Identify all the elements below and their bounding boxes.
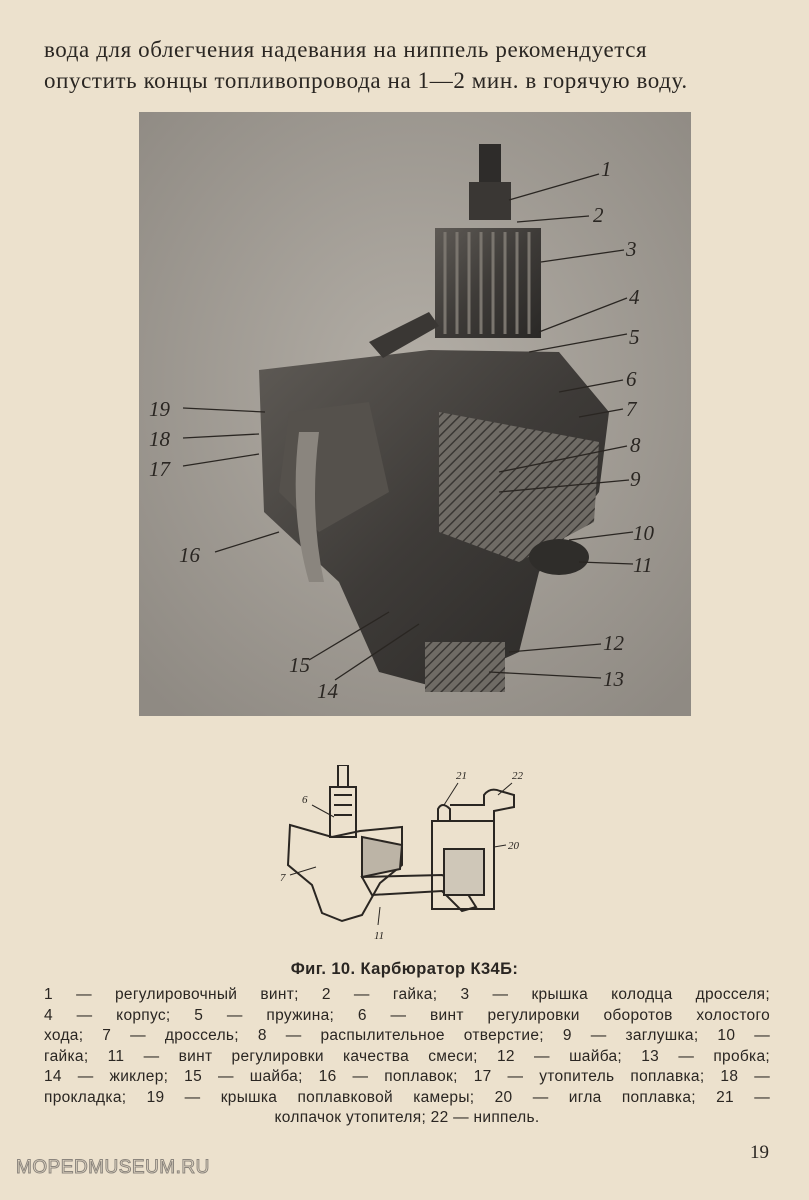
- carburetor-section-diagram: [262, 765, 542, 950]
- schematic-callout: 11: [374, 930, 385, 942]
- schematic-callout: 22: [512, 770, 523, 782]
- photo-callout: 15: [289, 653, 310, 677]
- photo-callout: 8: [630, 433, 641, 457]
- carburetor-photo: [139, 112, 691, 716]
- watermark: MOPEDMUSEUM.RU: [16, 1157, 210, 1178]
- photo-callout: 16: [179, 543, 200, 567]
- schematic-callout: 20: [508, 840, 519, 852]
- photo-callout: 1: [601, 157, 612, 181]
- legend-line: колпачок утопителя; 22 — ниппель.: [274, 1109, 540, 1126]
- photo-callout: 3: [626, 237, 637, 261]
- photo-callout: 7: [626, 397, 637, 421]
- photo-callout: 2: [593, 203, 604, 227]
- photo-callout: 11: [633, 553, 653, 577]
- schematic-callout: 6: [302, 794, 308, 806]
- intro-paragraph: [44, 34, 770, 96]
- legend-line: прокладка; 19 — крышка поплавковой камеры; 20 — игла поплавка; 21 —: [44, 1088, 770, 1106]
- legend-line: 4 — корпус; 5 — пружина; 6 — винт регулировки оборотов холостого: [44, 1006, 770, 1024]
- legend-line: 1 — регулировочный винт; 2 — гайка; 3 — крышка колодца дросселя;: [44, 986, 770, 1003]
- photo-callout: 13: [603, 667, 624, 691]
- figure-legend: [44, 985, 770, 1129]
- photo-callout: 17: [149, 457, 170, 481]
- photo-callout: 6: [626, 367, 637, 391]
- photo-callout: 12: [603, 631, 624, 655]
- schematic-callout: 21: [456, 770, 467, 782]
- intro-line: вода для облегчения надевания на ниппель рекомендуется: [44, 37, 648, 62]
- photo-callout: 19: [149, 397, 170, 421]
- photo-callout: 14: [317, 679, 338, 703]
- photo-callout: 18: [149, 427, 170, 451]
- figure-caption-title: Фиг. 10. Карбюратор К34Б:: [290, 960, 519, 978]
- legend-line: гайка; 11 — винт регулировки качества смеси; 12 — шайба; 13 — пробка;: [44, 1047, 770, 1065]
- photo-callout: 9: [630, 467, 641, 491]
- photo-callout: 4: [629, 285, 640, 309]
- page-number: 19: [750, 1142, 769, 1163]
- photo-callout: 10: [633, 521, 654, 545]
- legend-line: хода; 7 — дроссель; 8 — распылительное отверстие; 9 — заглушка; 10 —: [44, 1027, 770, 1044]
- schematic-callout: 7: [280, 872, 286, 884]
- intro-line: опустить концы топливопровода на 1—2 мин. в горячую воду.: [44, 68, 688, 93]
- photo-callout: 5: [629, 325, 640, 349]
- legend-line: 14 — жиклер; 15 — шайба; 16 — поплавок; 17 — утопитель поплавка; 18 —: [44, 1068, 770, 1085]
